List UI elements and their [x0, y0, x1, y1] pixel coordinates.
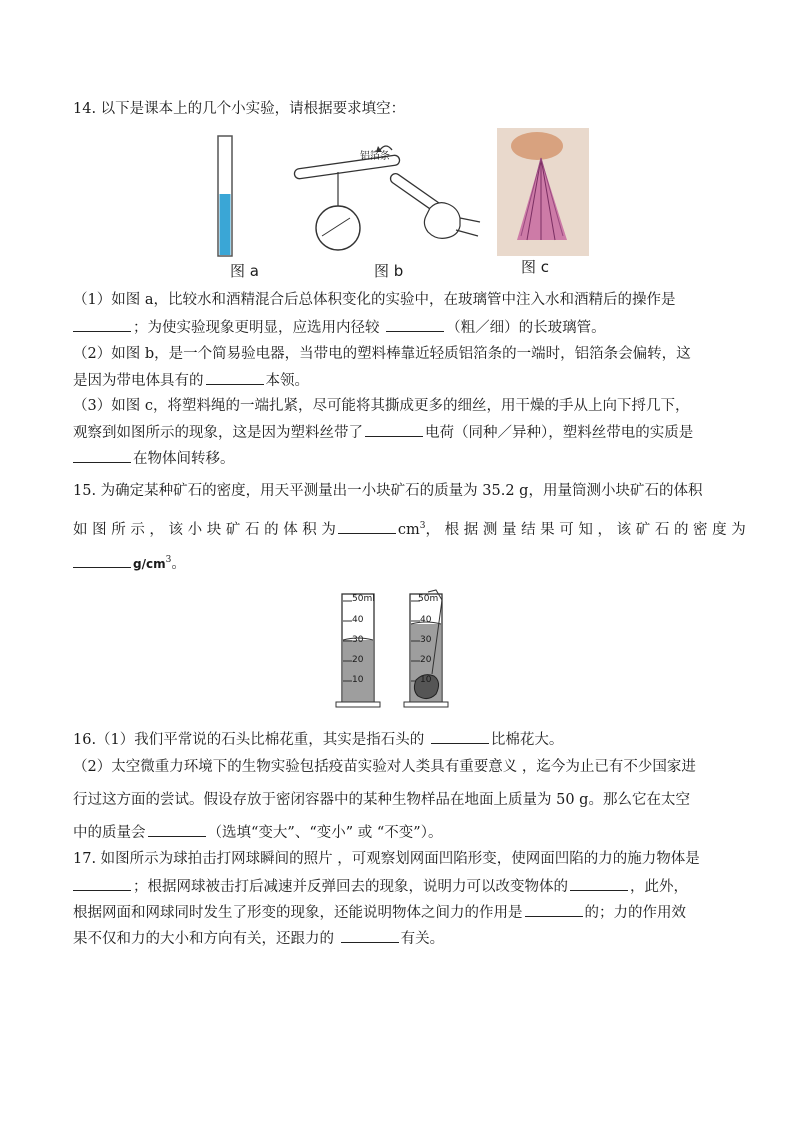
answer-blank[interactable]	[365, 421, 423, 437]
cylinder-right	[404, 590, 448, 707]
text-segment: （选填“变大”、“变小” 或 “不变”）。	[207, 825, 443, 841]
figure-a-caption: 图 a	[230, 262, 259, 280]
q17-line3	[73, 901, 686, 924]
tick-label: 40	[352, 615, 364, 625]
unit-text: g/cm	[133, 556, 166, 571]
text-segment: 观察到如图所示的现象，这是因为塑料丝带了	[73, 425, 363, 441]
figure-b-caption: 图 b	[374, 262, 404, 280]
q14-title: 14. 以下是课本上的几个小实验，请根据要求填空：	[73, 101, 406, 117]
superscript: 3	[419, 521, 426, 531]
figure-a	[212, 134, 262, 284]
text-segment: 果不仅和力的大小和方向有关，还跟力的	[73, 931, 339, 947]
unit-text: cm	[397, 521, 420, 538]
plastic-strands-photo	[497, 128, 589, 256]
q14-p2-line2	[73, 369, 309, 392]
cylinder-left	[336, 594, 380, 707]
tick-label: 30	[352, 635, 364, 645]
q14-p1-line1: （1）如图 a，比较水和酒精混合后总体积变化的实验中，在玻璃管中注入水和酒精后的操作是	[73, 292, 676, 308]
tick-label: 10	[420, 675, 432, 685]
answer-blank[interactable]	[341, 927, 399, 943]
tick-label: 40	[420, 615, 432, 625]
text-segment: 比棉花大。	[490, 732, 564, 748]
answer-blank[interactable]	[525, 901, 583, 917]
figure-c	[497, 128, 589, 280]
foil-strip-label: 铝箔条	[360, 151, 390, 162]
q16-p2-line3	[73, 821, 442, 844]
q17-line2	[73, 875, 688, 898]
hand-icon	[424, 203, 460, 239]
text-segment: ；根据网球被击打后减速并反弹回去的现象，说明力可以改变物体的	[133, 879, 568, 895]
text-segment: 的；力的作用效	[584, 905, 686, 921]
q16-p1	[73, 728, 563, 751]
q15-line2	[73, 515, 746, 541]
answer-blank[interactable]	[73, 316, 131, 332]
q14-p2-line1: （2）如图 b，是一个简易验电器，当带电的塑料棒靠近轻质铝箔条的一端时，铝箔条会偏转，这	[73, 346, 691, 362]
q14-p3-line1: （3）如图 c，将塑料绳的一端扎紧，尽可能将其撕成更多的细丝，用干燥的手从上向下捋几下，	[73, 398, 690, 414]
text-segment: 16.（1）我们平常说的石头比棉花重，其实是指石头的	[73, 732, 429, 748]
text-segment: 是因为带电体具有的	[73, 373, 204, 389]
q17-line1: 17. 如图所示为球拍击打网球瞬间的照片 ，可观察划网面凹陷形变，使网面凹陷的力的施力物体是	[73, 851, 700, 867]
graduated-cylinders-illustration	[332, 588, 462, 712]
answer-blank[interactable]	[386, 316, 444, 332]
figure-b	[290, 136, 490, 284]
figure-c-caption: 图 c	[521, 258, 550, 276]
q14-p3-line3	[73, 447, 235, 470]
q16-p2-line2: 行过这方面的尝试。假设存放于密闭容器中的某种生物样品在地面上质量为 50 g。那么它在太空	[73, 792, 690, 808]
text-segment: 有关。	[400, 931, 445, 947]
q15-line3	[73, 549, 186, 575]
q16-p2-line1: （2）太空微重力环境下的生物实验包括疫苗实验对人类具有重要意义 ，迄今为止已有不少国家进	[73, 759, 696, 775]
text-segment: （粗／细）的长玻璃管。	[446, 320, 606, 336]
text-segment: 在物体间转移。	[133, 451, 235, 467]
answer-blank[interactable]	[148, 821, 206, 837]
graduated-cylinders-figure	[332, 588, 462, 712]
q15-line1: 15. 为确定某种矿石的密度，用天平测量出一小块矿石的质量为 35.2 g，用量筒测小块矿石的体积	[73, 483, 703, 499]
q17-line4	[73, 927, 444, 950]
answer-blank[interactable]	[570, 875, 628, 891]
answer-blank[interactable]	[73, 875, 131, 891]
cylinder-left-top-label: 50ml	[352, 594, 375, 604]
text-segment: 电荷（同种／异种），塑料丝带电的实质是	[425, 425, 694, 441]
cylinder-right-top-label: 50m	[418, 594, 439, 604]
q14-p1-line2	[73, 316, 606, 339]
answer-blank[interactable]	[73, 447, 131, 463]
text-segment: 。	[171, 555, 186, 572]
text-segment: ，此外，	[630, 879, 688, 895]
answer-blank[interactable]	[73, 552, 131, 568]
q14-p3-line2	[73, 421, 693, 444]
text-segment: 本领。	[265, 373, 309, 389]
text-segment: 中的质量会	[73, 825, 146, 841]
water-column	[220, 194, 231, 255]
text-segment: 根据网面和网球同时发生了形变的现象，还能说明物体之间力的作用是	[73, 905, 523, 921]
superscript: 3	[165, 555, 172, 565]
tick-label: 20	[352, 655, 364, 665]
tick-label: 10	[352, 675, 364, 685]
answer-blank[interactable]	[431, 728, 489, 744]
answer-blank[interactable]	[206, 369, 264, 385]
tick-label: 30	[420, 635, 432, 645]
text-segment: ；为使实验现象更明显，应选用内径较	[133, 320, 385, 336]
hand-photo	[511, 132, 563, 160]
text-segment: 如 图 所 示 ， 该 小 块 矿 石 的 体 积 为	[73, 521, 336, 538]
answer-blank[interactable]	[338, 518, 396, 534]
text-segment: ， 根 据 测 量 结 果 可 知 ， 该 矿 石 的 密 度 为	[425, 521, 746, 538]
tick-label: 20	[420, 655, 432, 665]
